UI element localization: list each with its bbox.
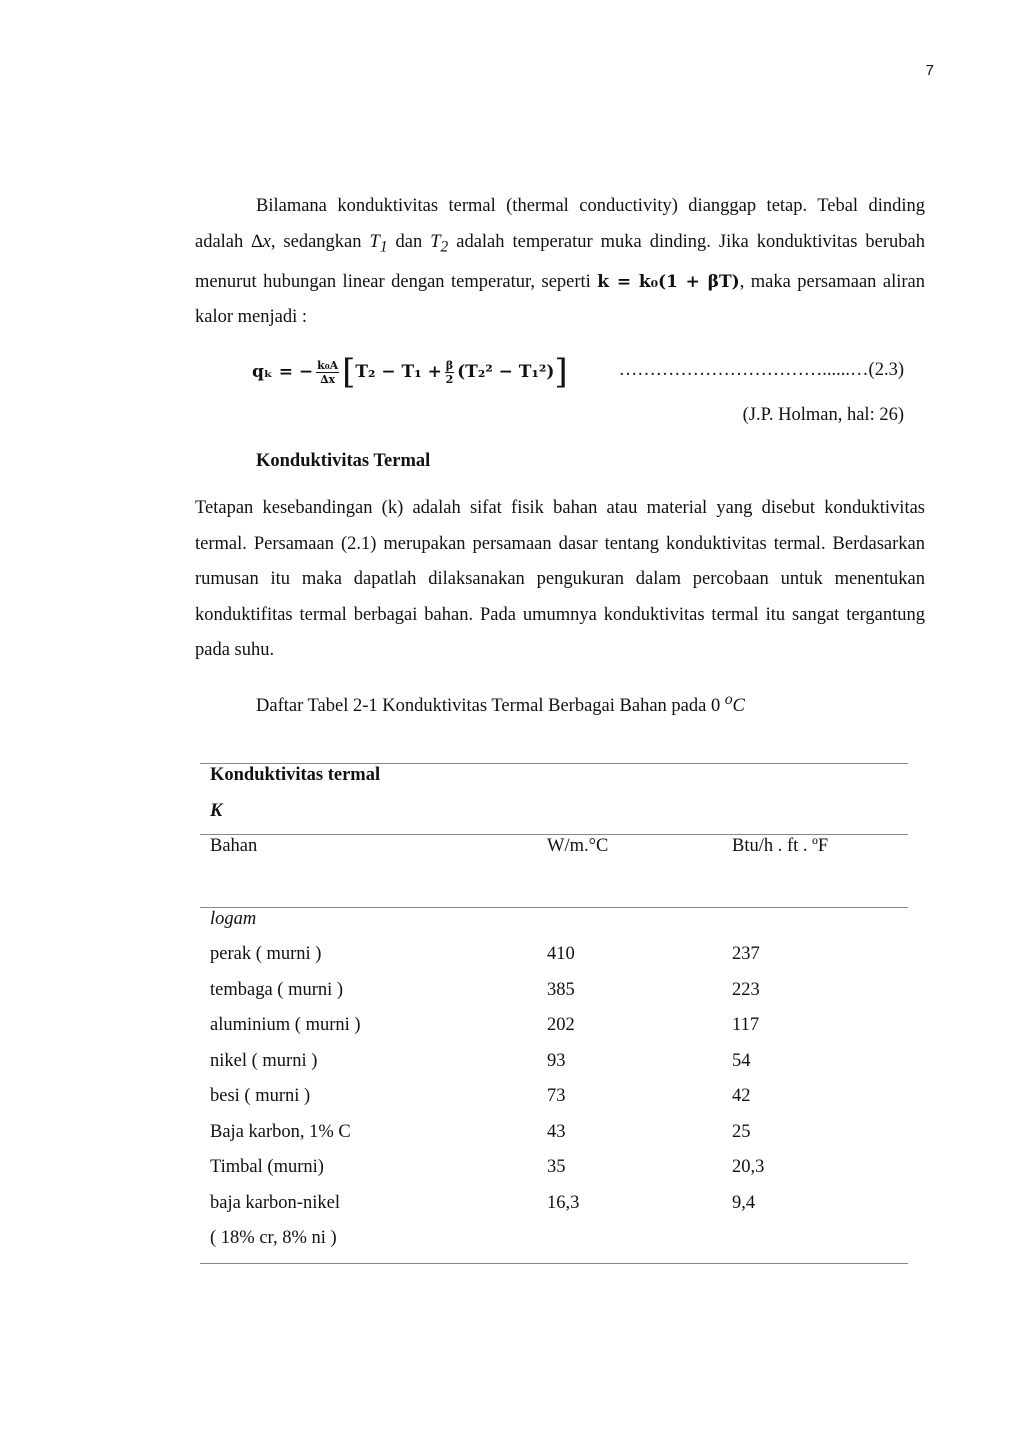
column-header-bahan: Bahan (210, 836, 258, 856)
citation: (J.P. Holman, hal: 26) (742, 405, 904, 425)
table-cell-imperial-value: 54 (732, 1051, 751, 1071)
table-cell-si-value: 93 (547, 1051, 566, 1071)
t1-symbol: $T_1$ (369, 231, 388, 256)
table-cell-imperial-value: 25 (732, 1122, 751, 1142)
table-caption: Daftar Tabel 2-1 Konduktivitas Termal Berbagai Bahan pada 0 $^o$C (256, 691, 745, 717)
table-bottom-rule (200, 1263, 908, 1264)
table-cell-si-value: 16,3 (547, 1193, 580, 1213)
paragraph-thermal-conductivity (195, 189, 925, 336)
table-header-rule (200, 834, 908, 835)
table-cell-material: baja karbon-nikel (210, 1193, 340, 1213)
fraction: $\frac{\text{k₀A}}{\Delta x}$ (317, 358, 339, 386)
beta-fraction: $\frac{\beta}{2}$ (445, 358, 454, 386)
table-cell-si-value: 410 (547, 944, 575, 964)
table-title: Konduktivitas termal (210, 765, 381, 785)
table-cell-si-value: 73 (547, 1086, 566, 1106)
paragraph-text: dan (387, 231, 431, 252)
table-cell-material: besi ( murni ) (210, 1086, 311, 1106)
table-body-rule (200, 907, 908, 908)
equation-number: ……………………………......…(2.3) (618, 360, 904, 380)
table-cell-imperial-value: 223 (732, 980, 760, 1000)
equation-formula: qₖ = − $\frac{\text{k₀A}}{\Delta x}$ [ T₂ − T₁ + $\frac{\beta}{2}$ (T₂² − T₁²) ] (252, 352, 568, 392)
table-cell-material: tembaga ( murni ) (210, 980, 344, 1000)
table-row-note: ( 18% cr, 8% ni ) (210, 1228, 337, 1248)
table-group-label: logam (210, 909, 257, 929)
table-cell-imperial-value: 117 (732, 1015, 760, 1035)
table-top-rule (200, 763, 908, 764)
column-header-si-unit: W/m.°C (547, 836, 609, 856)
table-cell-imperial-value: 42 (732, 1086, 751, 1106)
table-cell-si-value: 202 (547, 1015, 575, 1035)
paragraph-text: , maka persamaan aliran kalor menjadi : (195, 271, 925, 328)
t2-symbol: $T_2$ (430, 231, 449, 256)
table-cell-material: perak ( murni ) (210, 944, 322, 964)
table-cell-imperial-value: 9,4 (732, 1193, 756, 1213)
delta-x-symbol: ∆x (251, 231, 271, 252)
table-cell-imperial-value: 237 (732, 944, 760, 964)
column-header-imperial-unit: Btu/h . ft . ºF (732, 836, 829, 856)
table-cell-material: nikel ( murni ) (210, 1051, 318, 1071)
table-cell-imperial-value: 20,3 (732, 1157, 765, 1177)
table-cell-si-value: 35 (547, 1157, 566, 1177)
paragraph-text: , sedangkan (270, 231, 370, 252)
page-number: 7 (925, 62, 934, 79)
paragraph-text: adalah temperatur muka dinding. Jika konduktivitas berubah menurut hubungan linear dengan temperatur, seperti (195, 231, 925, 292)
inline-formula: k = k₀(1 + βT) (597, 271, 740, 292)
table-cell-material: Timbal (murni) (210, 1157, 324, 1177)
table-title-symbol: K (210, 801, 223, 821)
table-cell-material: Baja karbon, 1% C (210, 1122, 351, 1142)
table-cell-si-value: 385 (547, 980, 575, 1000)
paragraph-definition: Tetapan kesebandingan (k) adalah sifat fisik bahan atau material yang disebut konduktivitas termal. Persamaan (2.1) merupakan persamaan dasar tentang konduktivitas termal. Berdasarkan rumusan itu maka dapatlah dilaksanakan pengukuran dalam percobaan untuk menentukan konduktifitas termal berbagai bahan. Pada umumnya konduktivitas termal itu sangat tergantung pada suhu. (195, 498, 925, 660)
table-cell-material: aluminium ( murni ) (210, 1015, 361, 1035)
equation-2-3 (252, 352, 904, 392)
paragraph-text: Bilamana konduktivitas termal (thermal conductivity) dianggap tetap. Tebal dinding adalah (195, 196, 925, 252)
section-heading: Konduktivitas Termal (256, 451, 431, 471)
table-cell-si-value: 43 (547, 1122, 566, 1142)
